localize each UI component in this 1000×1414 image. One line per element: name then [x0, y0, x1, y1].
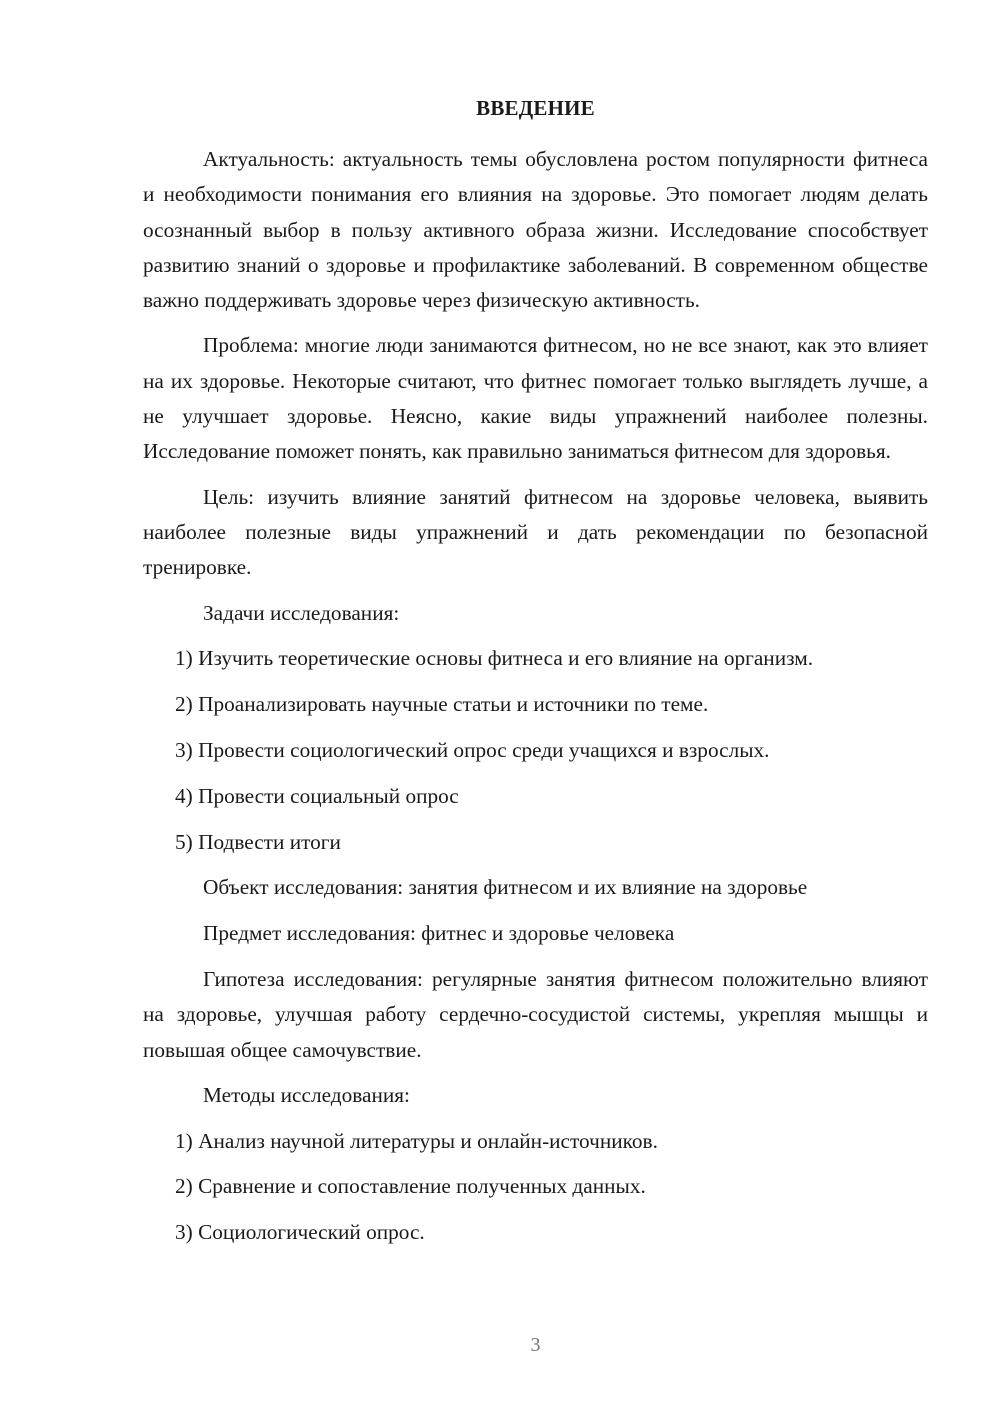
method-item-3: 3) Социологический опрос. — [175, 1220, 425, 1245]
tasks-heading: Задачи исследования: — [203, 600, 400, 625]
task-item-2: 2) Проанализировать научные статьи и источники по теме. — [175, 692, 709, 717]
research-object: Объект исследования: занятия фитнесом и их влияние на здоровье — [203, 875, 808, 900]
methods-heading: Методы исследования: — [203, 1082, 410, 1107]
task-item-3: 3) Провести социологический опрос среди учащихся и взрослых. — [175, 737, 770, 762]
goal-paragraph: Цель: изучить влияние занятий фитнесом на здоровье человека, выявить наиболее полезные виды упражнений и дать рекомендации по безопасной тренировке. — [143, 484, 928, 580]
problem-paragraph: Проблема: многие люди занимаются фитнесом, но не все знают, как это влияет на их здоровье. Некоторые считают, что фитнес помогает только выглядеть лучше, а не улучшает здоровье. Неясно, какие виды упражнений наиболее полезны. Исследование поможет понять, как правильно заниматься фитнесом для здоровья. — [143, 333, 928, 464]
hypothesis-paragraph: Гипотеза исследования: регулярные занятия фитнесом положительно влияют на здоровье, улучшая работу сердечно-сосудистой системы, укрепляя мышцы и повышая общее самочувствие. — [143, 966, 928, 1062]
task-item-4: 4) Провести социальный опрос — [175, 783, 459, 808]
method-item-2: 2) Сравнение и сопоставление полученных данных. — [175, 1174, 646, 1199]
relevance-paragraph: Актуальность: актуальность темы обусловлена ростом популярности фитнеса и необходимости понимания его влияния на здоровье. Это помогает людям делать осознанный выбор в пользу активного образа жизни. Исследование способствует развитию знаний о здоровье и профилактике заболеваний. В современном обществе важно поддерживать здоровье через физическую активность. — [143, 147, 928, 313]
task-item-5: 5) Подвести итоги — [175, 829, 341, 854]
document-page — [143, 0, 928, 1414]
research-subject: Предмет исследования: фитнес и здоровье человека — [203, 921, 675, 946]
page-body — [143, 142, 928, 1251]
method-item-1: 1) Анализ научной литературы и онлайн-источников. — [175, 1128, 658, 1153]
page-title: ВВЕДЕНИЕ — [476, 96, 595, 120]
task-item-1: 1) Изучить теоретические основы фитнеса и его влияние на организм. — [175, 646, 814, 671]
page-number: 3 — [530, 1334, 541, 1356]
